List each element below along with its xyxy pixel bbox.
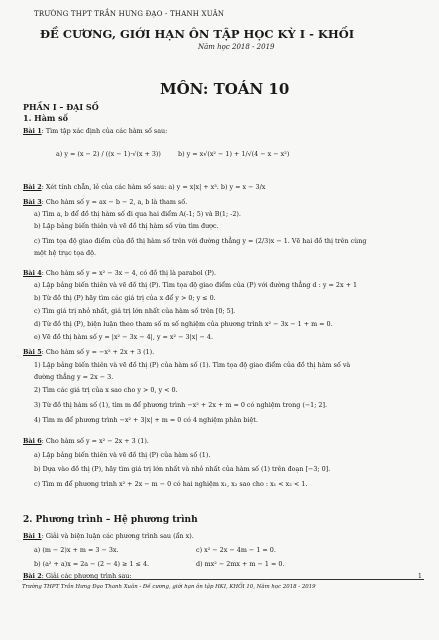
exercise-text: : Cho hàm số y = x² − 2x + 3 (1).: [41, 437, 149, 445]
exercise-6-b: b) Dựa vào đồ thị (P), hãy tìm giá trị lớn nhất và nhỏ nhất của hàm số (1) trên đoạn [−3; 0].: [34, 465, 331, 473]
exercise-4-b: b) Từ đồ thị (P) hãy tìm các giá trị của x để y > 0; y ≤ 0.: [34, 294, 216, 302]
exercise-6: [23, 437, 149, 445]
exercise-2-1-d: d) mx² − 2mx + m − 1 = 0.: [196, 560, 285, 568]
exercise-3-b: b) Lập bảng biến thiên và vẽ đồ thị hàm số vừa tìm được.: [34, 222, 219, 230]
exercise-text: : Tìm tập xác định của các hàm số sau:: [41, 127, 168, 135]
exercise-5: [23, 348, 154, 356]
exercise-label: Bài 2: [23, 183, 42, 191]
exercise-6-c: c) Tìm m để phương trình x² + 2x − m − 0 có hai nghiệm x₁, x₂ sao cho : x₁ < x₂ < 1.: [34, 480, 308, 488]
exercise-text: : Cho hàm số y = ax − b − 2, a, b là tham số.: [41, 198, 188, 206]
exercise-5-1-cont: đường thẳng y = 2x − 3.: [34, 373, 114, 381]
exercise-text: : Xét tính chẵn, lẻ của các hàm số sau: a) y = x|x| + x³. b) y = x − 3/x: [41, 183, 266, 191]
exercise-4-e: e) Vẽ đồ thị hàm số y = |x² − 3x − 4|, y = x² − 3|x| − 4.: [34, 333, 214, 341]
part-title: PHẦN I – ĐẠI SỐ: [23, 102, 99, 112]
exercise-2-1-b: b) (a² + a)x = 2a − (2 − 4) ≥ 1 ≤ 4.: [34, 560, 150, 568]
section-title: 1. Hàm số: [23, 113, 68, 123]
exercise-2-1-c: c) x² − 2x − 4m − 1 = 0.: [196, 546, 276, 554]
exercise-4-d: d) Từ đồ thị (P), biện luận theo tham số m số nghiệm của phương trình x² − 3x − 1 + m = 0.: [34, 320, 333, 328]
exercise-label: Bài 6: [23, 437, 42, 445]
exercise-text: : Cho hàm số y = −x² + 2x + 3 (1).: [41, 348, 155, 356]
footer-divider: [24, 579, 424, 580]
exercise-label: Bài 4: [23, 269, 42, 277]
exercise-label: Bài 5: [23, 348, 42, 356]
exercise-text: : Giải và biện luận các phương trình sau (ẩn x).: [41, 532, 194, 540]
exercise-1-a: a) y = (x − 2) / ((x − 1)·√(x + 3)): [56, 150, 161, 158]
page-number: 1: [418, 573, 422, 580]
school-name: TRƯỜNG THPT TRẦN HƯNG ĐẠO - THANH XUÂN: [34, 10, 225, 18]
exercise-label: Bài 1: [23, 532, 42, 540]
exercise-2-1-a: a) (m − 2)x + m = 3 − 3x.: [34, 546, 119, 554]
exercise-4: [23, 269, 216, 277]
exercise-6-a: a) Lập bảng biến thiên và vẽ đồ thị (P) của hàm số (1).: [34, 451, 211, 459]
exercise-text: : Giải các phương trình sau:: [41, 572, 132, 580]
document-title: ĐỀ CƯƠNG, GIỚI HẠN ÔN TẬP HỌC KỲ I - KHỐI: [40, 27, 355, 41]
exercise-3-a: a) Tìm a, b để đồ thị hàm số đi qua hai điểm A(-1; 5) và B(1; -2).: [34, 210, 241, 218]
exercise-2: [23, 183, 265, 191]
exercise-5-4: 4) Tìm m để phương trình −x² + 3|x| + m = 0 có 4 nghiệm phân biệt.: [34, 416, 258, 424]
exercise-label: Bài 1: [23, 127, 42, 135]
exercise-5-2: 2) Tìm các giá trị của x sao cho y > 0, y < 0.: [34, 386, 178, 394]
page-footer: Trường THPT Trần Hưng Đạo Thanh Xuân - Đề cương, giới hạn ôn tập HKI, KHỐI 10, Năm học 2018 - 2019: [22, 584, 316, 590]
exercise-text: : Cho hàm số y = x² − 3x − 4, có đồ thị là parabol (P).: [41, 269, 217, 277]
exercise-3: [23, 198, 187, 206]
school-year: Năm học 2018 - 2019: [198, 43, 275, 51]
exercise-3-c: c) Tìm tọa độ giao điểm của đồ thị hàm số trên với đường thẳng y = (2/3)x − 1. Vẽ hai đồ thị trên cùng: [34, 237, 367, 245]
exercise-1-b: b) y = x√(x² − 1) + 1/√(4 − x − x²): [178, 150, 290, 158]
exercise-2-1: [23, 532, 194, 540]
exercise-1: [23, 127, 167, 135]
exercise-4-c: c) Tìm giá trị nhỏ nhất, giá trị lớn nhất của hàm số trên [0; 5].: [34, 307, 236, 315]
exercise-5-3: 3) Từ đồ thị hàm số (1), tìm m để phương trình −x² + 2x + m = 0 có nghiệm trong (−1; 2].: [34, 401, 328, 409]
exercise-5-1: 1) Lập bảng biến thiên và vẽ đồ thị (P) của hàm số (1). Tìm tọa độ giao điểm của đồ thị hàm số và: [34, 361, 351, 369]
section-title: 2. Phương trình – Hệ phương trình: [23, 515, 198, 525]
exercise-label: Bài 3: [23, 198, 42, 206]
subject-title: MÔN: TOÁN 10: [160, 80, 290, 98]
exercise-3-c-cont: một hệ trục tọa độ.: [34, 249, 97, 257]
exercise-4-a: a) Lập bảng biến thiên và vẽ đồ thị (P). Tìm tọa độ giao điểm của (P) với đường thẳng d : y = 2x + 1: [34, 281, 358, 289]
exercise-label: Bài 2: [23, 572, 42, 580]
